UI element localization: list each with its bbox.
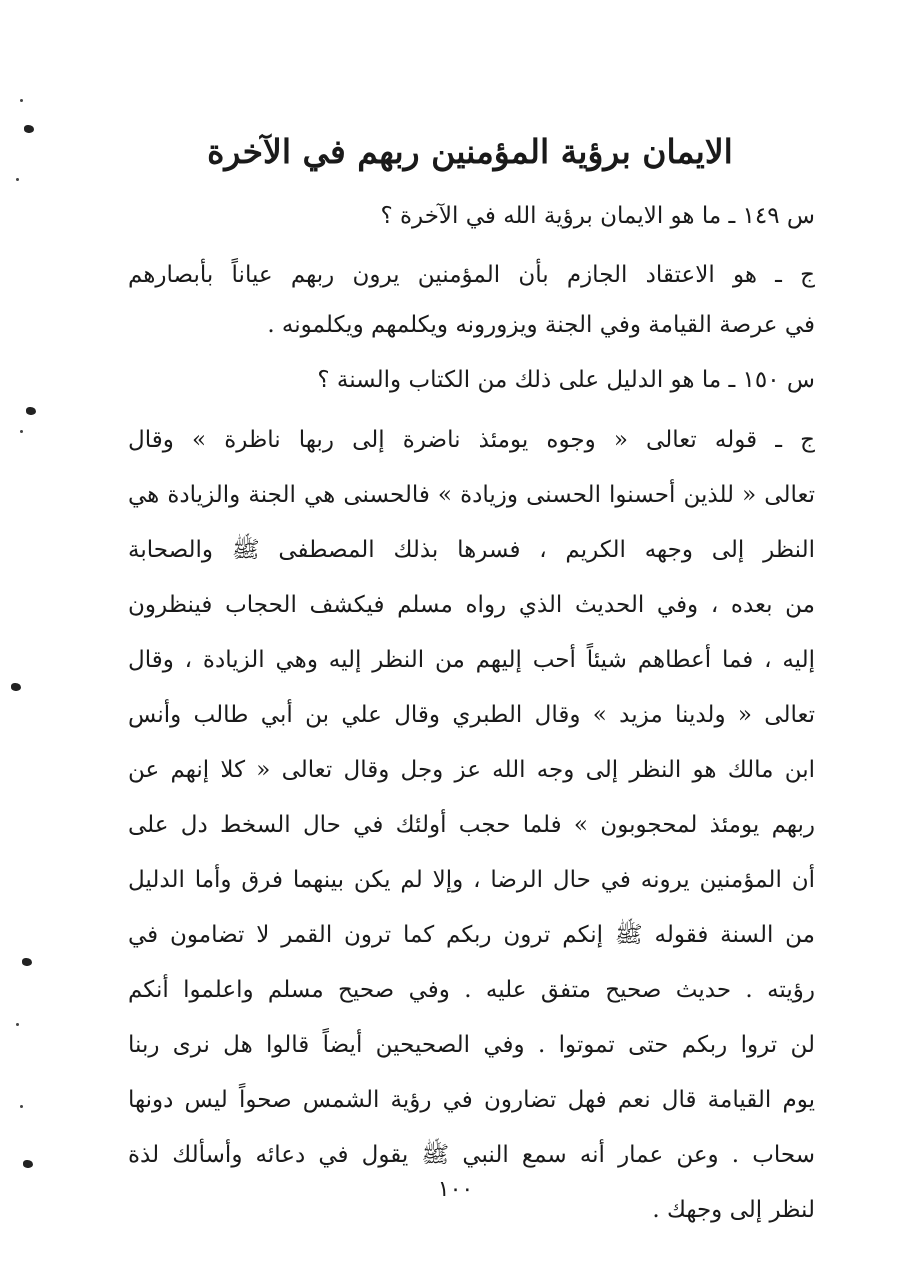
question-149: س ١٤٩ ـ ما هو الايمان برؤية الله في الآخرة ؟ [380, 203, 815, 229]
answer-150-line: من السنة فقوله ﷺ إنكم ترون ربكم كما ترون القمر لا تضامون في [128, 922, 815, 948]
answer-150-line: رؤيته . حديث صحيح متفق عليه . وفي صحيح مسلم واعلموا أنكم [128, 977, 815, 1003]
margin-speck [24, 125, 34, 133]
margin-speck [22, 958, 32, 966]
answer-150-line: أن المؤمنين يرونه في حال الرضا ، وإلا لم يكن بينهما فرق وأما الدليل [128, 867, 815, 893]
answer-150-line: ربهم يومئذ لمحجوبون » فلما حجب أولئك في حال السخط دل على [128, 812, 815, 838]
answer-150-line: النظر إلى وجهه الكريم ، فسرها بذلك المصطفى ﷺ والصحابة [128, 537, 815, 563]
answer-150-line: سحاب . وعن عمار أنه سمع النبي ﷺ يقول في دعائه وأسألك لذة [128, 1142, 815, 1168]
answer-150-line: تعالى « للذين أحسنوا الحسنى وزيادة » فالحسنى هي الجنة والزيادة هي [128, 482, 815, 508]
margin-speck [26, 407, 36, 415]
answer-150-line: تعالى « ولدينا مزيد » وقال الطبري وقال علي بن أبي طالب وأنس [128, 702, 815, 728]
answer-150-line: يوم القيامة قال نعم فهل تضارون في رؤية الشمس صحواً ليس دونها [128, 1087, 815, 1113]
margin-speck [16, 1023, 19, 1026]
question-150: س ١٥٠ ـ ما هو الدليل على ذلك من الكتاب والسنة ؟ [317, 367, 815, 393]
page-number: ١٠٠ [437, 1177, 474, 1202]
margin-speck [20, 1105, 23, 1108]
margin-speck [20, 99, 23, 102]
answer-150-line: لن تروا ربكم حتى تموتوا . وفي الصحيحين أيضاً قالوا هل نرى ربنا [128, 1032, 815, 1058]
answer-150-line: ابن مالك هو النظر إلى وجه الله عز وجل وقال تعالى « كلا إنهم عن [128, 757, 815, 783]
margin-speck [11, 683, 21, 691]
margin-speck [20, 430, 23, 433]
answer-150-line: لنظر إلى وجهك . [652, 1197, 815, 1223]
margin-speck [23, 1160, 33, 1168]
answer-149-line: ج ـ هو الاعتقاد الجازم بأن المؤمنين يرون ربهم عياناً بأبصارهم [128, 262, 815, 288]
answer-149-line: في عرصة القيامة وفي الجنة ويزورونه ويكلمهم ويكلمونه . [267, 312, 815, 338]
answer-150-line: من بعده ، وفي الحديث الذي رواه مسلم فيكشف الحجاب فينظرون [128, 592, 815, 618]
section-heading: الايمان برؤية المؤمنين ربهم في الآخرة [207, 132, 733, 171]
answer-149 [128, 250, 815, 350]
answer-150-line: ج ـ قوله تعالى « وجوه يومئذ ناضرة إلى ربها ناظرة » وقال [128, 427, 815, 453]
margin-speck [16, 178, 19, 181]
answer-150-line: إليه ، فما أعطاهم شيئاً أحب إليهم من النظر إليه وهي الزيادة ، وقال [128, 647, 815, 673]
answer-150 [128, 413, 815, 1238]
